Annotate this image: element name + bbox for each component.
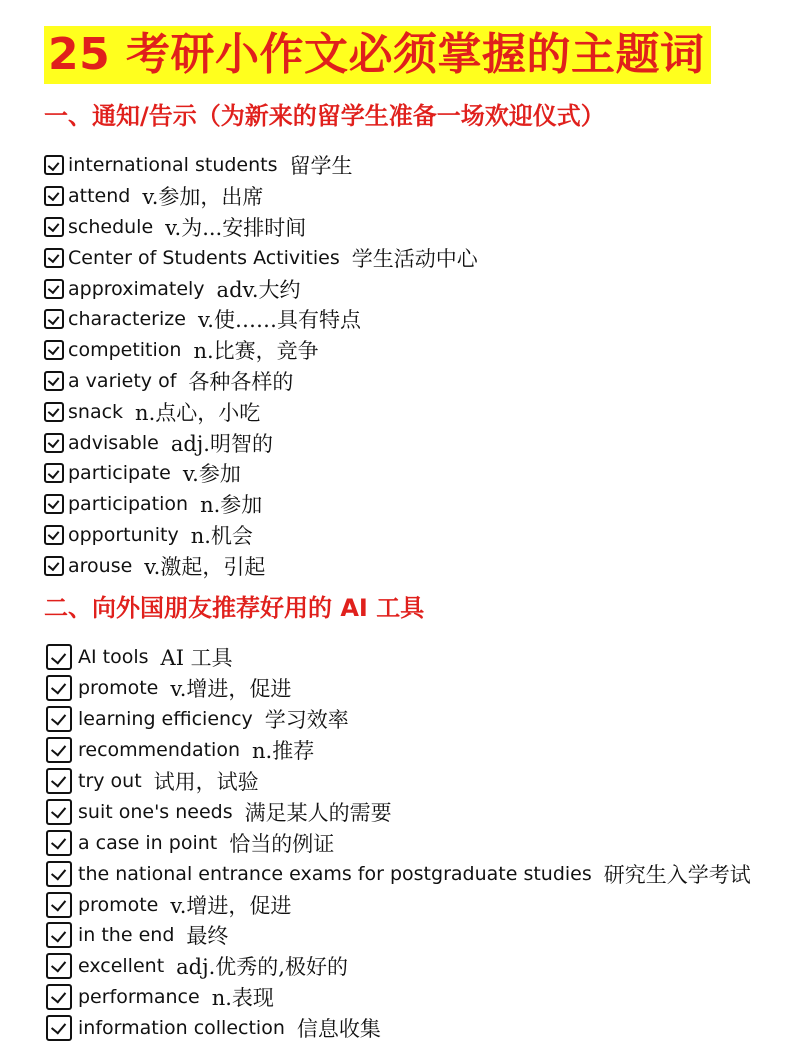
checked-box-icon — [44, 371, 64, 391]
title-banner — [44, 26, 711, 84]
checked-box-icon — [44, 494, 64, 514]
vocab-item — [44, 704, 751, 735]
vocab-chinese: 恰当的例证 — [229, 831, 335, 856]
vocab-english: recommendation — [78, 739, 241, 762]
vocab-chinese: n.点心，小吃 — [135, 400, 261, 425]
vocab-item — [44, 335, 478, 366]
vocab-item — [44, 550, 478, 581]
vocab-list-notice — [44, 150, 478, 581]
vocab-item — [44, 458, 478, 489]
vocab-english: schedule — [68, 215, 154, 238]
page-title: 25 考研小作文必须掌握的主题词 — [44, 26, 711, 84]
vocab-english: advisable — [68, 431, 159, 454]
checked-box-icon — [44, 248, 64, 268]
vocab-chinese: v.为...安排时间 — [165, 215, 307, 240]
vocab-chinese: adj.明智的 — [170, 431, 273, 456]
checked-box-icon — [46, 892, 72, 918]
vocab-english: suit one's needs — [78, 800, 233, 823]
checked-box-icon — [44, 186, 64, 206]
vocab-english: AI tools — [78, 646, 149, 669]
vocab-chinese: adj.优秀的,极好的 — [176, 955, 348, 980]
vocab-english: promote — [78, 677, 159, 700]
vocab-item — [44, 796, 751, 827]
checked-box-icon — [44, 525, 64, 545]
vocab-list-ai-tools — [44, 642, 751, 1044]
vocab-item — [44, 273, 478, 304]
checked-box-icon — [44, 433, 64, 453]
vocab-english: approximately — [68, 277, 205, 300]
vocab-chinese: v.激起，引起 — [144, 554, 266, 579]
vocab-item — [44, 212, 478, 243]
checked-box-icon — [44, 279, 64, 299]
checked-box-icon — [46, 1015, 72, 1041]
vocab-chinese: 研究生入学考试 — [603, 862, 751, 887]
vocab-chinese: 学生活动中心 — [351, 246, 478, 271]
checked-box-icon — [46, 799, 72, 825]
vocab-item — [44, 366, 478, 397]
vocab-item — [44, 242, 478, 273]
vocab-item — [44, 889, 751, 920]
vocab-item — [44, 489, 478, 520]
vocab-chinese: v.参加，出席 — [142, 185, 264, 210]
vocab-item — [44, 150, 478, 181]
vocab-chinese: n.比赛，竞争 — [193, 339, 319, 364]
vocab-item — [44, 982, 751, 1013]
vocab-chinese: 学习效率 — [264, 708, 349, 733]
checked-box-icon — [46, 953, 72, 979]
vocab-english: snack — [68, 400, 124, 423]
vocab-chinese: 各种各样的 — [188, 369, 294, 394]
vocab-item — [44, 642, 751, 673]
vocab-english: promote — [78, 893, 159, 916]
checked-box-icon — [46, 737, 72, 763]
vocab-item — [44, 766, 751, 797]
checked-box-icon — [44, 217, 64, 237]
vocab-chinese: adv.大约 — [216, 277, 301, 302]
vocab-item — [44, 520, 478, 551]
vocab-chinese: 信息收集 — [296, 1017, 381, 1042]
vocab-item — [44, 396, 478, 427]
checked-box-icon — [46, 768, 72, 794]
vocab-chinese: 满足某人的需要 — [244, 800, 392, 825]
vocab-item — [44, 735, 751, 766]
vocab-english: learning efficiency — [78, 708, 253, 731]
vocab-item — [44, 951, 751, 982]
vocab-chinese: v.使……具有特点 — [197, 308, 361, 333]
vocab-english: participate — [68, 462, 171, 485]
vocab-chinese: v.增进，促进 — [170, 677, 292, 702]
vocab-english: a case in point — [78, 831, 218, 854]
vocab-english: the national entrance exams for postgraduate studies — [78, 862, 592, 885]
vocab-item — [44, 920, 751, 951]
vocab-item — [44, 181, 478, 212]
vocab-english: performance — [78, 986, 200, 1009]
checked-box-icon — [44, 556, 64, 576]
vocab-item — [44, 858, 751, 889]
checked-box-icon — [46, 922, 72, 948]
vocab-chinese: n.表现 — [211, 986, 274, 1011]
vocab-english: information collection — [78, 1017, 285, 1040]
vocab-chinese: 最终 — [186, 924, 229, 949]
vocab-english: competition — [68, 339, 182, 362]
vocab-chinese: n.机会 — [190, 523, 253, 548]
vocab-english: attend — [68, 185, 131, 208]
checked-box-icon — [46, 706, 72, 732]
checked-box-icon — [44, 155, 64, 175]
checked-box-icon — [44, 309, 64, 329]
vocab-english: opportunity — [68, 523, 179, 546]
vocab-english: try out — [78, 770, 142, 792]
vocab-chinese: v.增进，促进 — [170, 893, 292, 918]
vocab-english: international students — [68, 154, 278, 177]
section-heading-notice: 一、通知/告示（为新来的留学生准备一场欢迎仪式） — [44, 102, 605, 130]
vocab-chinese: n.参加 — [200, 493, 263, 518]
checked-box-icon — [44, 402, 64, 422]
vocab-english: excellent — [78, 955, 165, 978]
checked-box-icon — [46, 675, 72, 701]
checked-box-icon — [46, 830, 72, 856]
vocab-english: in the end — [78, 924, 175, 947]
checked-box-icon — [46, 984, 72, 1010]
vocab-english: a variety of — [68, 369, 177, 392]
checked-box-icon — [46, 861, 72, 887]
vocab-item — [44, 1013, 751, 1044]
vocab-english: Center of Students Activities — [68, 246, 340, 269]
vocab-item — [44, 304, 478, 335]
vocab-item — [44, 827, 751, 858]
vocab-item — [44, 673, 751, 704]
checked-box-icon — [44, 340, 64, 360]
vocab-chinese: n.推荐 — [252, 739, 315, 764]
vocab-chinese: 留学生 — [289, 154, 353, 179]
vocab-english: characterize — [68, 308, 186, 331]
vocab-english: participation — [68, 493, 189, 516]
vocab-chinese: AI 工具 — [160, 646, 233, 671]
vocab-english: arouse — [68, 554, 133, 577]
checked-box-icon — [44, 463, 64, 483]
section-heading-ai-tools: 二、向外国朋友推荐好用的 AI 工具 — [44, 594, 425, 622]
vocab-item — [44, 427, 478, 458]
checked-box-icon — [46, 644, 72, 670]
vocab-chinese: v.参加 — [182, 462, 241, 487]
vocab-chinese: 试用，试验 — [153, 770, 259, 794]
